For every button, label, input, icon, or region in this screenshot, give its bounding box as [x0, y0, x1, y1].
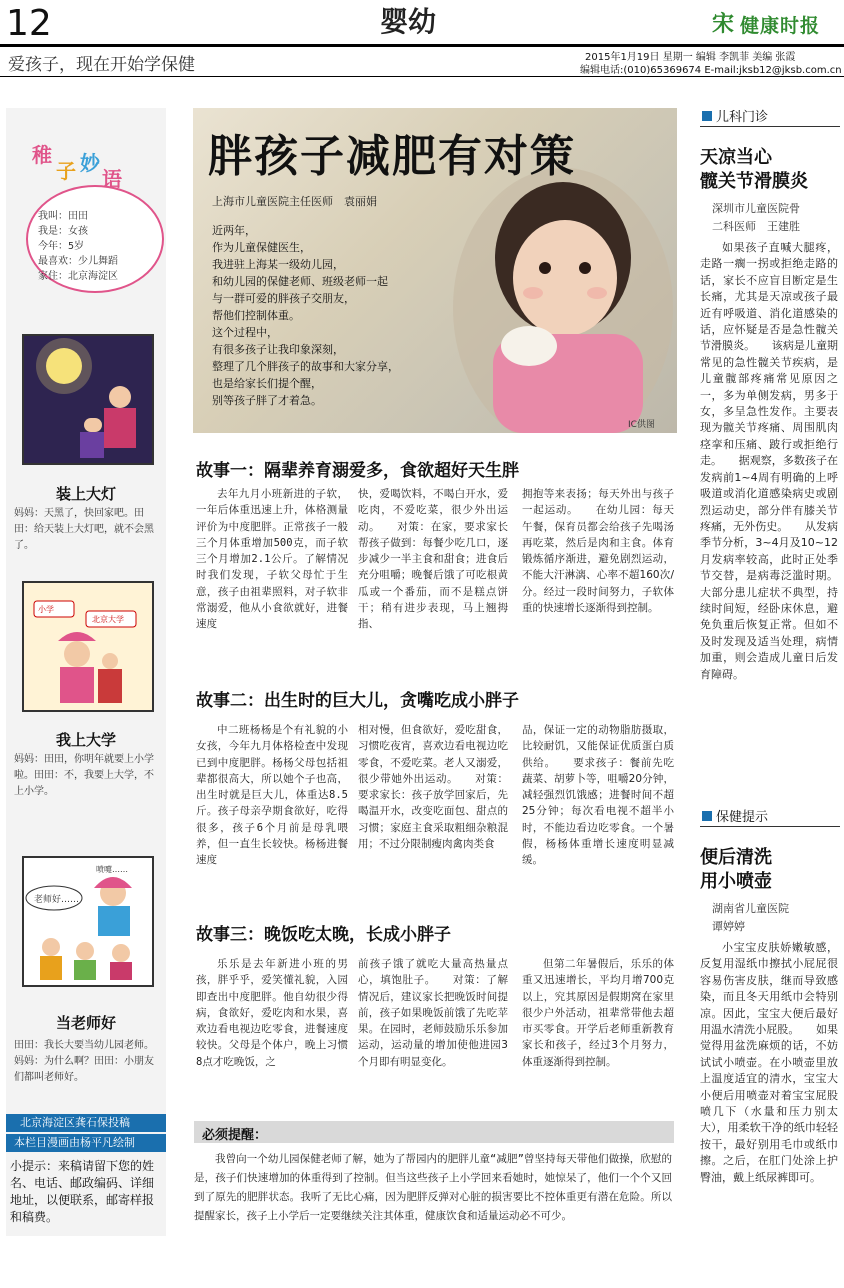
masthead-logo [712, 10, 838, 38]
profile-lines [38, 209, 118, 284]
intro-line: 我进驻上海某一级幼儿园， [212, 258, 344, 271]
intro-line: 作为儿童保健医生， [212, 241, 311, 254]
cartoon-caption: 装上大灯 [55, 485, 116, 503]
care-title [700, 846, 772, 894]
logo-text: 健康时报 [740, 14, 821, 37]
column-logo [20, 125, 130, 191]
story-heading: 故事三：晚饭吃太晚，长成小胖子 [196, 925, 451, 945]
care-author-line: 湖南省儿童医院 [712, 902, 789, 915]
feature-intro [212, 222, 399, 409]
intro-line: 近两年， [212, 224, 256, 237]
care-author [712, 900, 789, 936]
logo-mark-icon: 宋 [712, 11, 735, 37]
story-column: 乐乐是去年新进小班的男孩，胖乎乎，爱笑懂礼貌，入园即查出中度肥胖。他自幼很少得病，食欲好，爱吃肉和水果，喜欢边看电视边吃零食，进餐速度较快。父母是个体户，晚上习惯8点才吃晚饭，之 [196, 958, 348, 1068]
story-column: 去年九月小班新进的子软，一年后体重迅速上升，体格测量评价为中度肥胖。正常孩子一般三个月体重增加500克，而子软三个月增加2.1公斤。了解情况时我们发现，子软父母忙于生意，孩子由祖辈照料，对子软非常溺爱，他从小食欲就好，进餐速度 [196, 488, 348, 631]
logo-char: 妙 [80, 151, 100, 175]
story-column: 相对慢，但食欲好，爱吃甜食，习惯吃夜宵，喜欢边看电视边吃零食，不爱吃菜。老人又溺爱，很少带她外出运动。 对策：要求家长：孩子放学回家后，先喝温开水，改变吃面包、甜点的习惯；家庭主食采取粗细杂粮混用；不过分限制瘦肉禽肉类食 [358, 724, 508, 851]
profile-line: 我叫：田田 [38, 211, 88, 222]
intro-line: 整理了几个胖孩子的故事和大家分享， [212, 360, 399, 373]
care-body: 小宝宝皮肤娇嫩敏感，反复用湿纸巾擦拭小屁屁很容易伤害皮肤，继而导致感染，而且冬天用纸巾会特别凉。因此，宝宝大便后最好用温水清洗小屁股。 如果觉得用盆洗麻烦的话，不妨试试小喷壶。在小喷壶里放上温度适宜的清水，宝宝大小便后用喷壶对着宝宝屁股喷几下（水量和压力别太大），用柔软干净的纸巾轻轻按干，最好别用毛巾或纸巾擦。之后，在肛门处涂上护臀油，戴上纸尿裤即可。 [700, 941, 838, 1184]
cartoon-lamp [22, 334, 154, 465]
section-title: 婴幼 [380, 5, 437, 38]
clinic-author [712, 200, 800, 236]
intro-line: 也是给家长们提个醒， [212, 377, 322, 390]
cartoon-college-drawing [24, 583, 152, 710]
cartoon-text: 妈妈：田田，你明年就要上小学啦。田田：不，我要上大学，不上小学。 [14, 754, 154, 797]
section-rule [700, 826, 840, 827]
header-rule [0, 44, 844, 47]
profile-line: 我是：女孩 [38, 226, 88, 237]
intro-line: 别等孩子胖了才着急。 [212, 394, 322, 407]
kid-profile-bubble [20, 125, 165, 297]
story-column: 拥抱等来表扬；每天外出与孩子一起运动。 在幼儿园：每天午餐，保育员都会给孩子先喝汤再吃菜，然后是肉和主食。体育锻炼循序渐进，避免剧烈运动，不能大汗淋漓、心率不超160次/分。经过一段时间努力，子软体重的快速增长逐渐得到控制。 [522, 488, 674, 615]
intro-line: 和幼儿园的保健老师、班级老师一起 [212, 275, 388, 288]
care-title-line: 用小喷壶 [700, 871, 772, 892]
story-heading: 故事二：出生时的巨大儿，贪嘴吃成小胖子 [196, 691, 519, 711]
story-column: 前孩子饿了就吃大量高热量点心，填饱肚子。 对策：了解情况后，建议家长把晚饭时间提前，孩子如果晚饭前饿了先吃苹果。在园时，老师鼓励乐乐参加运动，运动量的增加使他进园3个月即有明显变化。 [358, 958, 508, 1068]
clinic-author-line: 二科医师 王建胜 [712, 220, 800, 233]
feature-byline: 上海市儿童医院主任医师 袁丽娟 [212, 195, 377, 208]
intro-line: 这个过程中， [212, 326, 278, 339]
reminder-text: 我曾向一个幼儿园保健老师了解，她为了帮园内的肥胖儿童“减肥”曾坚持每天带他们做操，欣慰的是，孩子们快速增加的体重得到了控制。但当这些孩子上小学回来看她时，她惊呆了，他们一个个又回到了原先的肥胖状态。我听了无比心痛，因为肥胖反弹对心脏的损害要比不控体重更有潜在危险。所以提醒家长，孩子上小学后一定要继续关注其体重，健康饮食和适量运动必不可少。 [194, 1153, 672, 1222]
clinic-body: 如果孩子直喊大腿疼，走路一瘸一拐或拒绝走路的话，家长不应盲目断定是生长痛，尤其是天凉或孩子最近有呼吸道、消化道感染的话，应怀疑是否是急性髋关节滑膜炎。 该病是儿童期常见的急性髋关节疾病，是儿童髋部疼痛常见原因之一，多为单侧发病，男多于女，多呈急性发作。主要表现为髋关节疼痛、周围肌肉痉挛和压痛、跛行或拒绝行走。 据观察，多数孩子在发病前1~4周有明确的上呼吸道或消化道感染病史或剧烈运动史，部分伴有膝关节疼痛，无外伤史。 从发病季节分析，3~4月及10~12月发病率较高，此时正处季节交替，是病毒泛滥时期。大部分患儿症状不典型，持续时间短，经卧床休息，避免负重后恢复正常。但如不及时发现及适当处理，病情加重，则会造成儿童日后发育障碍。 [700, 241, 838, 681]
speech-bubble-text: 老师好…… [34, 895, 80, 905]
story-heading: 故事一：隔辈养育溺爱多，食欲超好天生胖 [196, 461, 519, 481]
clinic-head-label: 儿科门诊 [716, 110, 769, 125]
cartoon-teacher-drawing [24, 858, 152, 985]
care-title-line: 便后清洗 [700, 847, 772, 868]
square-bullet-icon [702, 111, 712, 121]
illustrator-band: 本栏目漫画由杨平凡绘制 [6, 1134, 166, 1152]
care-author-line: 谭婷婷 [712, 920, 745, 933]
slogan: 爱孩子，现在开始学保健 [8, 55, 195, 75]
clinic-author-line: 深圳市儿童医院骨 [712, 202, 800, 215]
cartoon-lamp-drawing [24, 336, 152, 463]
photo-credit: IC供图 [628, 420, 655, 430]
sign-label: 北京大学 [92, 615, 124, 624]
story-column: 品，保证一定的动物脂肪摄取，比较耐饥，又能保证优质蛋白质供给。 要求孩子：餐前先吃蔬菜、胡萝卜等，咀嚼20分钟，减轻强烈饥饿感；进餐时间不超25分钟；每次看电视不超半小时，不能边看边吃零食。一个暑假，杨杨体重增长速度明显减缓。 [522, 724, 674, 867]
story-column: 中二班杨杨是个有礼貌的小女孩，今年九月体格检查中发现已到中度肥胖。杨杨父母包括祖辈都很高大，所以她个子也高，出生时就是巨大儿，体重达8.5斤。孩子母亲孕期食欲好，吃得很多，孩子6个月前是母乳喂养，但一直生长较快。杨杨进餐速度 [196, 724, 348, 867]
square-bullet-icon [702, 811, 712, 821]
clinic-section-head [702, 106, 768, 125]
story-column: 但第二年暑假后，乐乐的体重又迅速增长，平均月增700克以上，究其原因是假期窝在家里很少户外活动，祖辈常带他去超市买零食。开学后老师重新教育家长和孩子，经过3个月努力，体重逐渐得到控制。 [522, 958, 674, 1068]
submission-tip: 小提示：来稿请留下您的姓名、电话、邮政编码、详细地址，以便联系，邮寄样报和稿费。 [10, 1159, 155, 1224]
story-column: 快，爱喝饮料，不喝白开水，爱吃肉，不爱吃菜，很少外出运动。 对策：在家，要求家长帮孩子做到：每餐少吃几口，逐步减少一半主食和甜食；进食后充分咀嚼；晚餐后饿了可吃根黄瓜或一个番茄，而不是糕点饼干；稍有进步表现，马上翘拇指、 [358, 488, 508, 631]
intro-line: 帮他们控制体重。 [212, 309, 300, 322]
profile-line: 最喜欢：少儿舞蹈 [38, 256, 118, 267]
logo-char: 子 [56, 159, 76, 183]
section-rule [700, 126, 840, 127]
intro-line: 有很多孩子让我印象深刻， [212, 343, 344, 356]
page-number: 12 [6, 3, 52, 44]
sign-label: 小学 [38, 605, 54, 614]
cartoon-text: 妈妈：天黑了，快回家吧。田田：给天装上大灯吧，就不会黑了。 [14, 508, 154, 551]
clinic-title-line: 髋关节滑膜炎 [700, 171, 808, 192]
contact-line: 编辑电话:(010)65369674 E-mail:jksb12@jksb.com.cn [580, 65, 842, 76]
date-line: 2015年1月19日 星期一 编辑 李凯菲 美编 张霞 [585, 52, 796, 63]
logo-char: 语 [102, 167, 122, 191]
header-rule-thin [0, 76, 844, 77]
cartoon-caption: 我上大学 [55, 731, 116, 749]
logo-char: 稚 [32, 143, 52, 167]
cartoon-caption: 当老师好 [55, 1014, 116, 1032]
intro-line: 与一群可爱的胖孩子交朋友， [212, 292, 355, 305]
profile-line: 家住：北京海淀区 [38, 271, 118, 282]
care-section-head [702, 806, 768, 825]
care-head-label: 保健提示 [716, 810, 769, 825]
speech-bubble-text: 喷嚏…… [96, 865, 128, 874]
clinic-title-line: 天凉当心 [700, 147, 772, 168]
profile-line: 今年：5岁 [38, 241, 85, 252]
cartoon-teacher [22, 856, 154, 987]
reminder-label: 必须提醒： [202, 1128, 268, 1143]
cartoon-text: 田田：我长大要当幼儿园老师。妈妈：为什么啊？田田：小朋友们都叫老师好。 [14, 1040, 154, 1083]
clinic-title [700, 146, 808, 194]
contributor-band: 北京海淀区龚石保投稿 [6, 1114, 166, 1132]
cartoon-college [22, 581, 154, 712]
feature-title: 胖孩子减肥有对策 [208, 131, 576, 182]
